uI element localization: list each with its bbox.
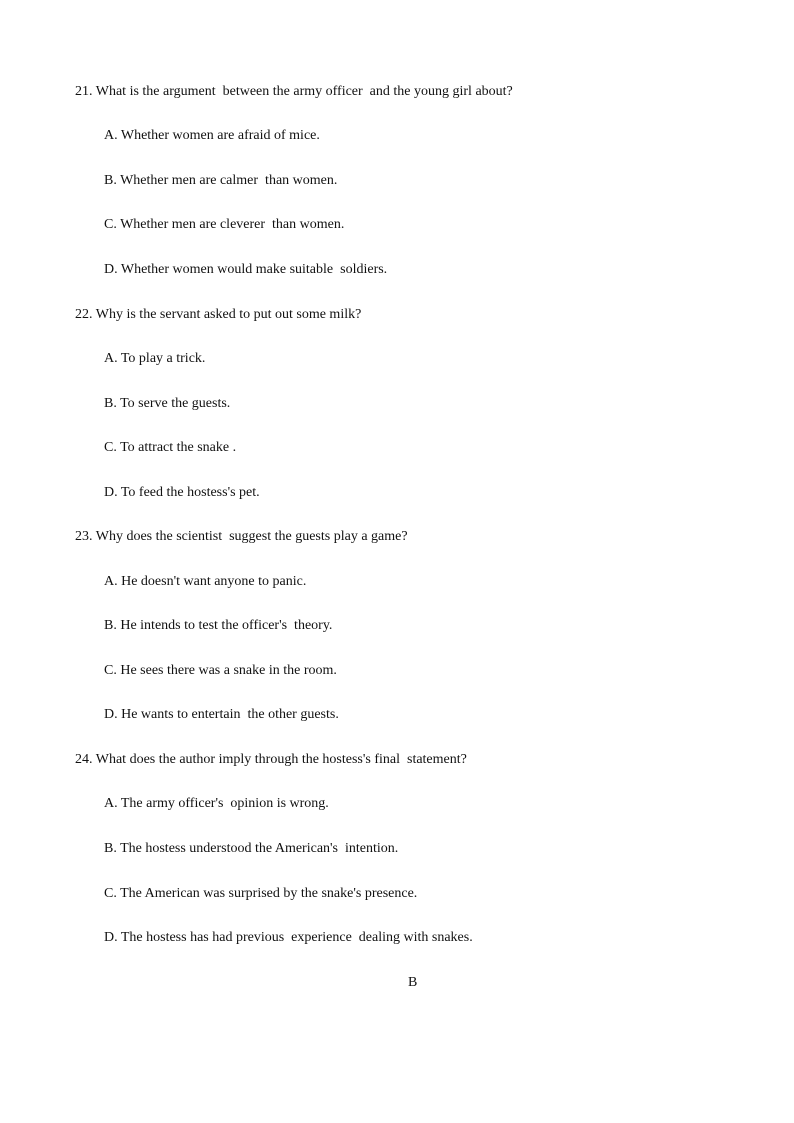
question-21-option-b: B. Whether men are calmer than women. (104, 173, 338, 188)
question-21-option-d: D. Whether women would make suitable soldiers. (104, 262, 388, 277)
question-22: 22. Why is the servant asked to put out some milk? (75, 307, 362, 322)
question-23-option-a: A. He doesn't want anyone to panic. (104, 574, 307, 589)
question-24-option-c: C. The American was surprised by the snake's presence. (104, 886, 418, 901)
question-21-option-c: C. Whether men are cleverer than women. (104, 217, 345, 232)
question-22-option-c: C. To attract the snake . (104, 440, 237, 455)
question-23-option-b: B. He intends to test the officer's theory. (104, 618, 333, 633)
question-21: 21. What is the argument between the army officer and the young girl about? (75, 84, 513, 99)
question-21-option-a: A. Whether women are afraid of mice. (104, 128, 320, 143)
question-22-option-b: B. To serve the guests. (104, 396, 231, 411)
question-24-option-a: A. The army officer's opinion is wrong. (104, 796, 329, 811)
section-heading: B (408, 975, 418, 990)
question-22-option-a: A. To play a trick. (104, 351, 206, 366)
question-24-option-d: D. The hostess has had previous experience dealing with snakes. (104, 930, 473, 945)
question-23-option-c: C. He sees there was a snake in the room. (104, 663, 337, 678)
question-23-option-d: D. He wants to entertain the other guests. (104, 707, 339, 722)
question-23: 23. Why does the scientist suggest the guests play a game? (75, 529, 408, 544)
question-24: 24. What does the author imply through the hostess's final statement? (75, 752, 467, 767)
question-22-option-d: D. To feed the hostess's pet. (104, 485, 260, 500)
question-24-option-b: B. The hostess understood the American's intention. (104, 841, 399, 856)
